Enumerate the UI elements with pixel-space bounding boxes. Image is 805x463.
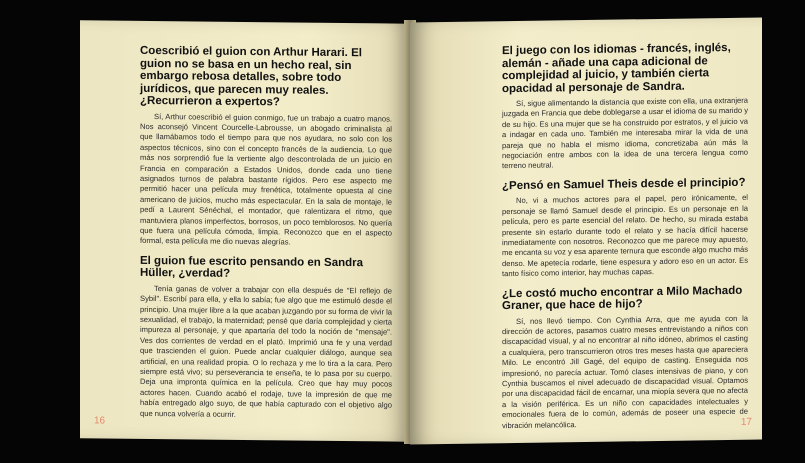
right-page-content <box>502 42 748 439</box>
left-page-content <box>140 45 392 430</box>
right-page <box>410 18 762 445</box>
left-page <box>80 20 410 441</box>
interview-answer: No, vi a muchos actores para el papel, pero irónicamente, el personaje se llamó Samuel desde el principio. Es un personaje en la película, pero es parte esencial del relato. De hecho, su mirada estaba presente sin estarlo durante todo el relato y se hacía difícil hacerse inmediatamente con nosotros. Reconozco que me parece muy apuesto, me encanta su voz y esa aparente ternura que esconde algo mucho más denso. Me apetecía rodarle, tiene espesura y adoro eso en un actor. Es tanto físico como interior, hay muchas capas. <box>502 193 748 279</box>
interview-answer: Tenía ganas de volver a trabajar con ella después de "El reflejo de Sybil". Escribí para ella, y ella lo sabía; fue algo que me estimuló desde el principio. Una mujer libre a la que acaban juzgando por su forma de vivir la sexualidad, el trabajo, la maternidad; pensé que daría complejidad y cierta impureza al personaje, y que apartaría del todo la noción de "mensaje". Ves dos corrientes de verdad en el plató. Imprimió una fe y una verdad que trascienden el guion. Puede anclar cualquier diálogo, aunque sea artificial, en una realidad propia. O lo rechaza y me lo tira a la cara. Pero siempre está vivo; su perseverancia te enseña, te lo pasa por su cuerpo. Deja una impronta química en la película. Creo que hay muy pocos actores hacen. Cuando acabó el rodaje, tuve la impresión de que me había entregado algo suyo, de que había capturado con el objetivo algo que nunca volvería a ocurrir. <box>140 283 392 419</box>
interview-question: ¿Le costó mucho encontrar a Milo Machado Graner, que hace de hijo? <box>502 284 743 313</box>
interview-question: ¿Pensó en Samuel Theis desde el principio? <box>502 176 746 193</box>
page-number: 16 <box>94 415 106 427</box>
page-number: 17 <box>740 416 752 428</box>
interview-question: Coescribió el guion con Arthur Harari. El guion no se basa en un hecho real, sin embargo rebosa detalles, sobre todo jurídicos, que parecen muy reales. ¿Recurrieron a expertos? <box>140 44 362 109</box>
interview-answer: Sí, nos llevó tiempo. Con Cynthia Arra, que me ayuda con la dirección de actores, pasamos cuatro meses entrevistando a niños con discapacidad visual, y al no encontrar al niño idóneo, abrimos el casting a cualquiera, pero transcurrieron otros tres meses hasta que apareciera Milo. Le encontró Jill Gagé, del equipo de casting. Enseguida nos impresionó, no parecía actuar. Tomó clases intensivas de piano, y con Cynthia buscamos el nivel adecuado de discapacidad visual. Optamos por una discapacidad fácil de encarnar, una miopía severa que no afecta a la visión periférica. Es un niño con capacidades intelectuales y emocionales fuera de lo común, además de poseer una especie de vibración melancólica. <box>502 313 748 430</box>
interview-answer: Sí, Arthur coescribió el guion conmigo, fue un trabajo a cuatro manos. Nos aconsejó Vincent Courcelle-Labrousse, un abogado criminalista al que llamábamos todo el tiempo para que nos ayudara, no solo con los aspectos técnicos, sino con el concepto francés de la audiencia. Lo que más nos sorprendió fue la vertiente algo descontrolada de un juicio en Francia en comparación a Estados Unidos, donde cada uno tiene asignados turnos de palabra bastante rígidos. Pero ese aspecto me permitió hacer una película muy frenética, totalmente opuesta al cine americano de juicios, mucho más espectacular. En la sala de montaje, le pedí a Laurent Sénéchal, el montador, que ralentizara el ritmo, que mantuviera planos imperfectos, borrosos, un poco temblorosos. No quería que fuera una película cómoda, limpia. Reconozco que en el aspecto formal, esta película me dio nuevas alegrías. <box>140 111 392 247</box>
interview-answer: Sí, sigue alimentando la distancia que existe con ella, una extranjera juzgada en Francia que debe doblegarse a usar el idioma de su marido y de su hijo. Es una mujer que se ha construido por estratos, y el juicio va a indagar en cada uno. También me interesaba mirar la vida de una pareja que no habla el mismo idioma, concretizaba aún más la negociación entre ambos con la idea de una tercera lengua como terreno neutral. <box>502 95 748 171</box>
interview-question: El juego con los idiomas - francés, inglés, alemán - añade una capa adicional de complejidad al juicio, y también cierta opacidad al personaje de Sandra. <box>502 41 731 95</box>
interview-question: El guion fue escrito pensando en Sandra Hüller, ¿verdad? <box>140 254 364 281</box>
